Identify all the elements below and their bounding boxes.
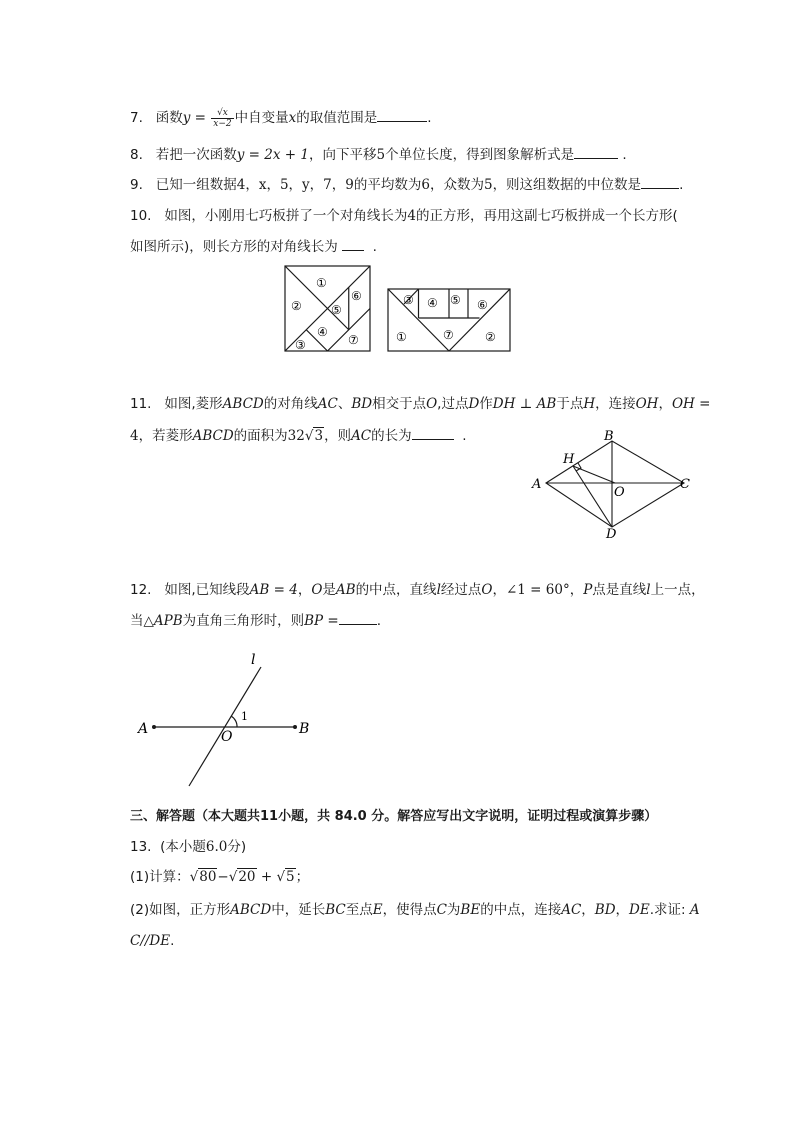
- question-13-part2-line2: C//DE.: [130, 933, 175, 949]
- point-O-label: O: [614, 485, 625, 500]
- line-segment-figure: [135, 650, 320, 790]
- point-A-label: A: [532, 477, 542, 492]
- line-l-label: l: [251, 652, 256, 668]
- question-10-line2: 如图所示)，则长方形的对角线长为 .: [130, 236, 377, 257]
- question-7: 7. 函数y = $\frac{√x}{x-2}$ 中自变量x的取值范围是 .: [130, 107, 432, 129]
- piece-3-label: ③: [403, 293, 414, 307]
- answer-blank[interactable]: [412, 425, 454, 440]
- sqrt-expression: √3: [304, 428, 324, 444]
- question-13-part2-line1: (2)如图，正方形ABCD中，延长BC至点E，使得点C为BE的中点，连接AC，BD，DE.求证: A: [130, 902, 700, 918]
- question-12-line2: 当△APB为直角三角形时，则BP = .: [130, 610, 381, 631]
- piece-2-label: ②: [485, 330, 496, 344]
- piece-7-label: ⑦: [443, 328, 454, 342]
- answer-blank[interactable]: [641, 174, 679, 189]
- point-B-label: B: [604, 429, 614, 444]
- question-13-part1: (1)计算：√80−√20 + √5；: [130, 869, 310, 885]
- tangram-square-figure: [285, 266, 371, 352]
- point-A-label: A: [138, 721, 149, 737]
- point-H-label: H: [563, 452, 575, 467]
- piece-3-label: ③: [295, 338, 306, 352]
- question-8: 8. 若把一次函数y = 2x + 1，向下平移5个单位长度，得到图象解析式是 .: [130, 144, 627, 165]
- question-9: 9. 已知一组数据4，x，5，y，7，9的平均数为6，众数为5，则这组数据的中位数是 .: [130, 174, 683, 195]
- point-O-label: O: [221, 729, 233, 745]
- point-B-label: B: [299, 721, 310, 737]
- point-D-label: D: [606, 527, 617, 542]
- question-10-line1: 10. 如图，小刚用七巧板拼了一个对角线长为4的正方形，再用这副七巧板拼成一个长方形(: [130, 208, 678, 224]
- answer-blank[interactable]: [377, 107, 427, 122]
- piece-1-label: ①: [396, 330, 407, 344]
- question-13-header: 13. (本小题6.0分): [130, 839, 247, 855]
- section-3-heading: 三、解答题（本大题共11小题，共 84.0 分。解答应写出文字说明，证明过程或演算步骤）: [130, 809, 658, 824]
- point-A-dot: [152, 725, 156, 729]
- answer-blank[interactable]: [342, 236, 364, 251]
- piece-1-label: ①: [316, 276, 327, 290]
- rhombus-figure: [530, 428, 700, 540]
- angle-1-label: 1: [241, 710, 248, 723]
- answer-blank[interactable]: [339, 610, 377, 625]
- question-11-line1: 11. 如图,菱形ABCD的对角线AC、BD相交于点O,过点D作DH ⊥ AB于点H，连接OH，OH =: [130, 396, 711, 412]
- question-12-line1: 12. 如图,已知线段AB = 4，O是AB的中点，直线l经过点O，∠1 = 60°，P点是直线l上一点，: [130, 582, 705, 598]
- piece-5-label: ⑤: [331, 303, 342, 317]
- piece-5-label: ⑤: [450, 293, 461, 307]
- point-B-dot: [293, 725, 297, 729]
- fraction: $\frac{√x}{x-2}$: [213, 107, 232, 129]
- piece-4-label: ④: [427, 296, 438, 310]
- piece-2-label: ②: [291, 299, 302, 313]
- piece-4-label: ④: [317, 325, 328, 339]
- question-11-line2: 4，若菱形ABCD的面积为32√3，则AC的长为 .: [130, 425, 467, 446]
- piece-6-label: ⑥: [477, 298, 488, 312]
- piece-7-label: ⑦: [348, 333, 359, 347]
- tangram-rectangle-figure: [388, 289, 511, 352]
- piece-6-label: ⑥: [351, 289, 362, 303]
- point-C-label: C: [680, 477, 690, 492]
- answer-blank[interactable]: [574, 144, 618, 159]
